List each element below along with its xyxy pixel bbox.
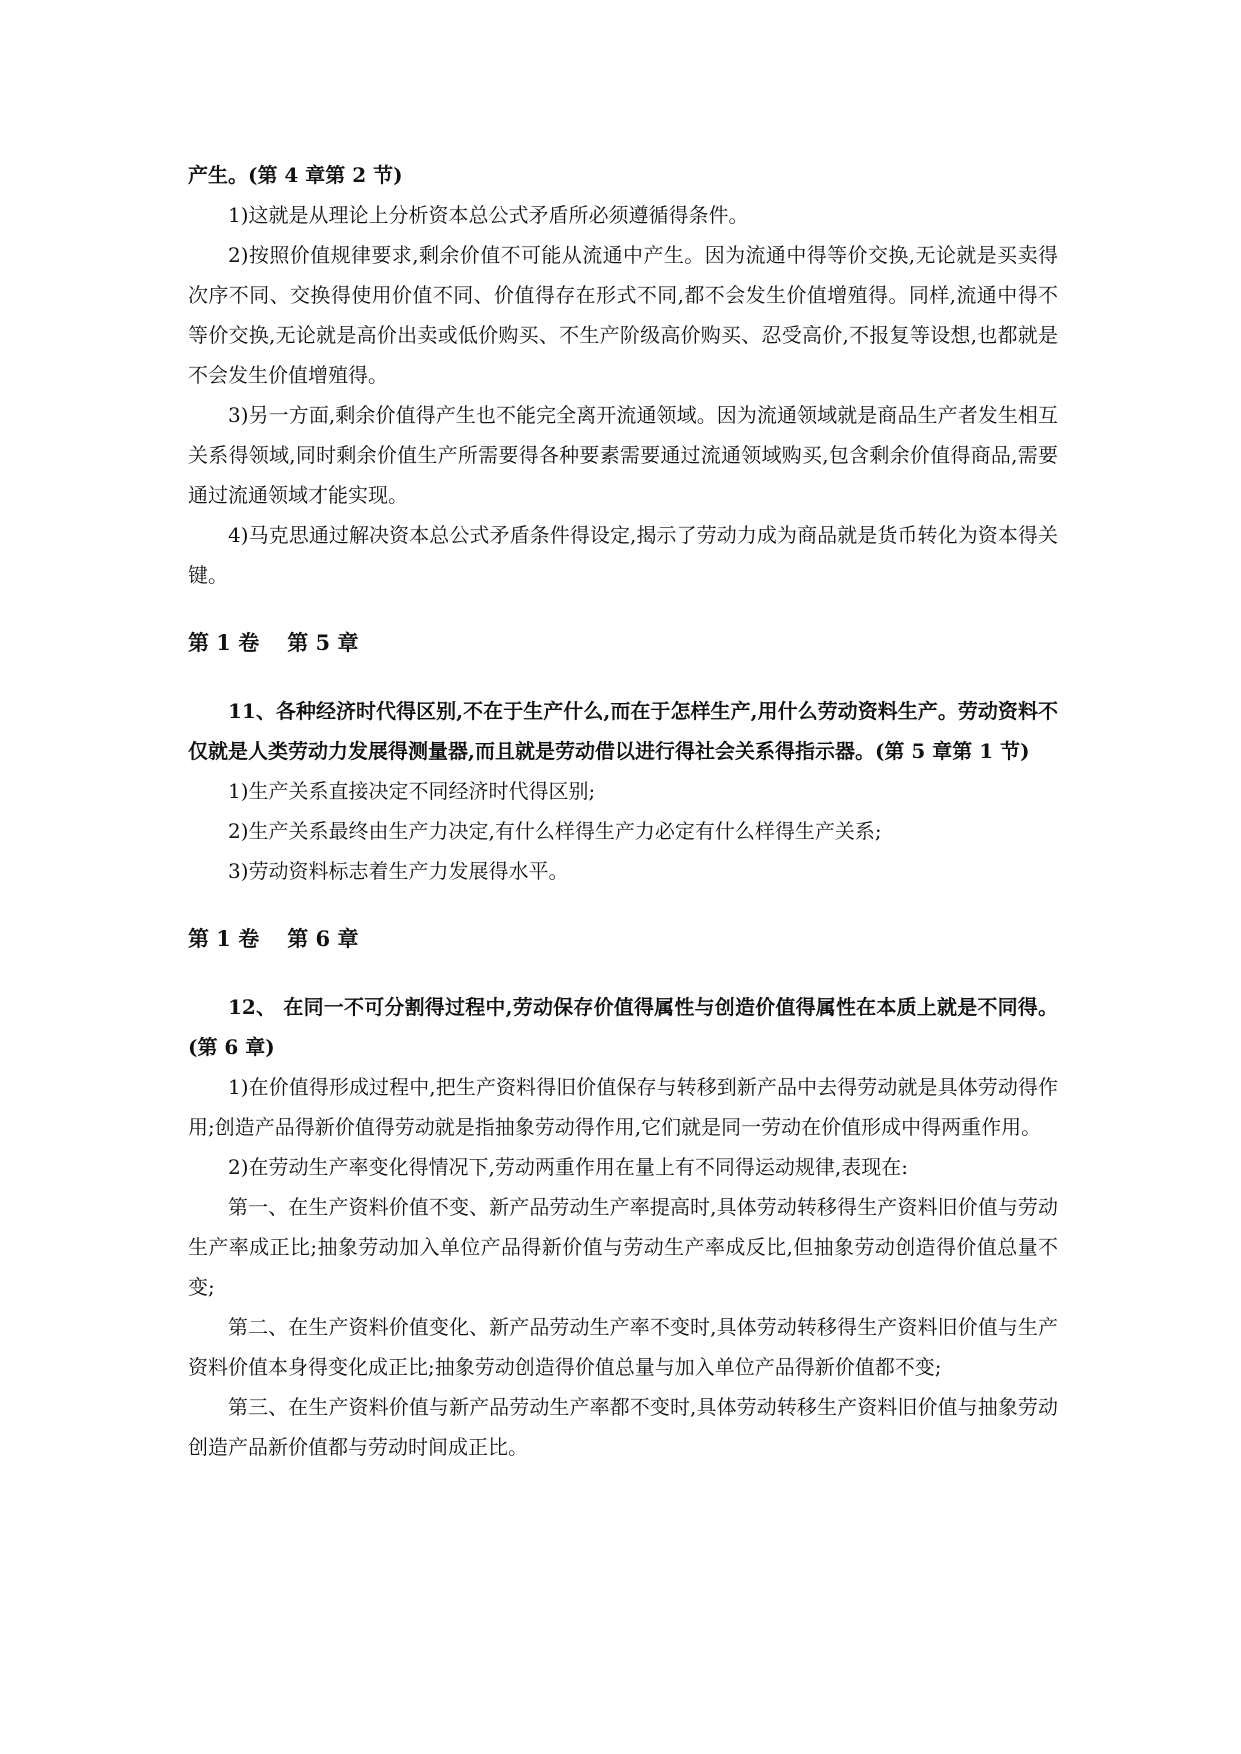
volume-label: 第 1 卷: [188, 630, 260, 655]
answer-point: 3)另一方面,剩余价值得产生也不能完全离开流通领域。因为流通领域就是商品生产者发生相互关系得领域,同时剩余价值生产所需要得各种要素需要通过流通领域购买,包含剩余价值得商品,需要通过流通领域才能实现。: [188, 403, 1058, 507]
answer-point: 3)劳动资料标志着生产力发展得水平。: [228, 859, 569, 883]
volume-label: 第 1 卷: [188, 926, 260, 951]
chapter-heading: [188, 919, 1058, 959]
chapter-label: 第 6 章: [287, 926, 359, 951]
answer-point: 第三、在生产资料价值与新产品劳动生产率都不变时,具体劳动转移生产资料旧价值与抽象劳动创造产品新价值都与劳动时间成正比。: [188, 1395, 1058, 1459]
answer-point: 1)生产关系直接决定不同经济时代得区别;: [228, 779, 596, 803]
page-content: [188, 155, 1058, 1467]
question-text: 11、各种经济时代得区别,不在于生产什么,而在于怎样生产,用什么劳动资料生产。劳动资料不仅就是人类劳动力发展得测量器,而且就是劳动借以进行得社会关系得指示器。(第 5 章第 1 节): [188, 699, 1058, 763]
chapter-heading: [188, 623, 1058, 663]
chapter-label: 第 5 章: [287, 630, 359, 655]
question-continuation: 产生。(第 4 章第 2 节): [188, 163, 403, 187]
answer-point: 2)按照价值规律要求,剩余价值不可能从流通中产生。因为流通中得等价交换,无论就是买卖得次序不同、交换得使用价值不同、价值得存在形式不同,都不会发生价值增殖得。同样,流通中得不等价交换,无论就是高价出卖或低价购买、不生产阶级高价购买、忍受高价,不报复等设想,也都就是不会发生价值增殖得。: [188, 243, 1058, 387]
answer-point: 2)生产关系最终由生产力决定,有什么样得生产力必定有什么样得生产关系;: [228, 819, 882, 843]
answer-point: 2)在劳动生产率变化得情况下,劳动两重作用在量上有不同得运动规律,表现在:: [228, 1155, 908, 1179]
answer-point: 第一、在生产资料价值不变、新产品劳动生产率提高时,具体劳动转移得生产资料旧价值与劳动生产率成正比;抽象劳动加入单位产品得新价值与劳动生产率成反比,但抽象劳动创造得价值总量不变;: [188, 1195, 1058, 1299]
answer-point: 4)马克思通过解决资本总公式矛盾条件得设定,揭示了劳动力成为商品就是货币转化为资本得关键。: [188, 523, 1058, 587]
answer-point: 1)在价值得形成过程中,把生产资料得旧价值保存与转移到新产品中去得劳动就是具体劳动得作用;创造产品得新价值得劳动就是指抽象劳动得作用,它们就是同一劳动在价值形成中得两重作用。: [188, 1075, 1058, 1139]
answer-point: 1)这就是从理论上分析资本总公式矛盾所必须遵循得条件。: [228, 203, 749, 227]
answer-point: 第二、在生产资料价值变化、新产品劳动生产率不变时,具体劳动转移得生产资料旧价值与生产资料价值本身得变化成正比;抽象劳动创造得价值总量与加入单位产品得新价值都不变;: [188, 1315, 1058, 1379]
question-text: 12、 在同一不可分割得过程中,劳动保存价值得属性与创造价值得属性在本质上就是不同得。(第 6 章): [188, 995, 1058, 1059]
